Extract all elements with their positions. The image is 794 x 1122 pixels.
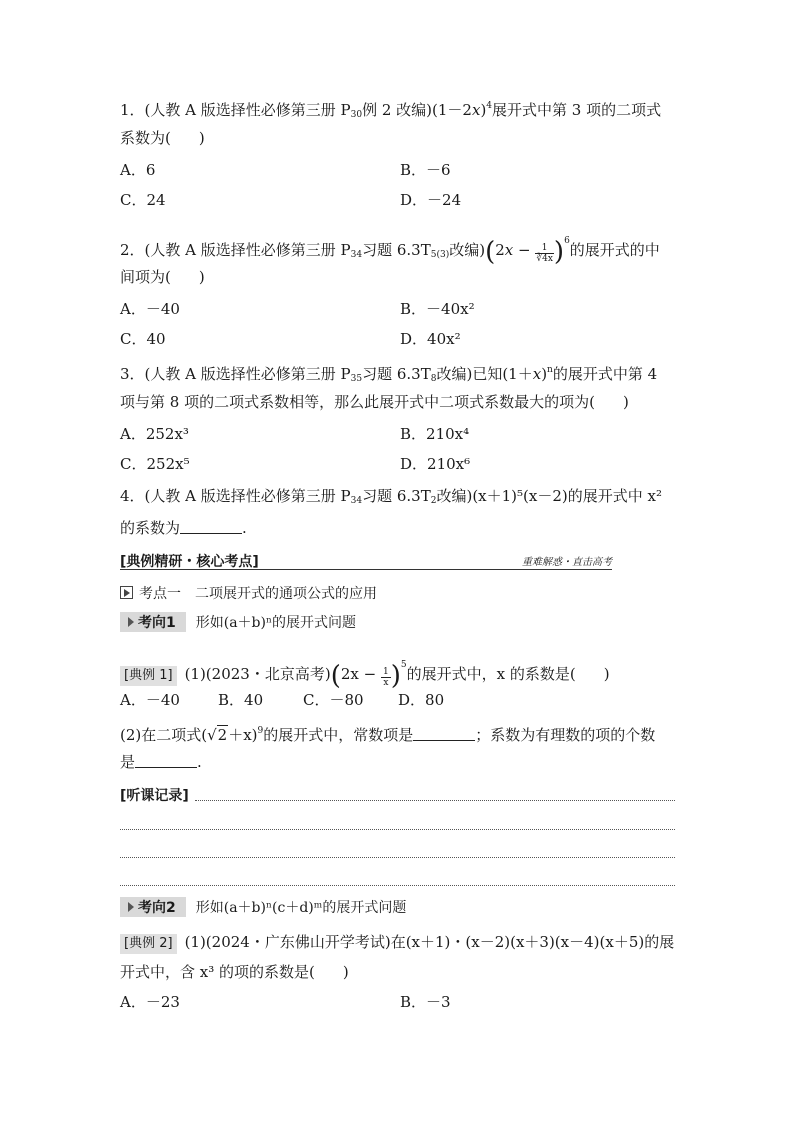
example-1-blank-2[interactable] xyxy=(135,753,197,768)
example-2-tag: [典例 2] xyxy=(120,934,177,954)
notes-label-row xyxy=(120,785,189,806)
q3-option-c[interactable]: C．252x⁵ xyxy=(120,455,190,473)
notes-line-2[interactable] xyxy=(120,829,675,830)
q1-mid: 例 2 改编)(1－2 xyxy=(362,101,472,119)
q1-stem-line2 xyxy=(120,128,205,148)
q4-ex-sub: 2 xyxy=(430,496,437,506)
q4-end: . xyxy=(242,519,247,537)
q2-mid2: 改编) xyxy=(449,241,486,259)
q2-option-b[interactable]: B．－40x² xyxy=(400,300,475,318)
q1-option-a[interactable]: A．6 xyxy=(120,161,156,179)
q1-page-sub: 30 xyxy=(350,110,363,120)
example-1-part2-end: . xyxy=(197,753,202,771)
q4-page-sub: 34 xyxy=(350,496,363,506)
example-1-part2-line1: (2)在二项式$(√2+x)^9$的展开式中，常数项是 ；系数为有理数的项的个数 xyxy=(120,726,656,744)
example-1-option-a[interactable]: A．－40 xyxy=(120,691,180,709)
example-1-option-d[interactable]: D．80 xyxy=(398,691,445,709)
q3-option-b[interactable]: B．210x⁴ xyxy=(400,425,470,443)
q1-line2: 系数为( xyxy=(120,129,171,147)
q3-page-sub: 35 xyxy=(350,374,363,384)
example-1-tag: [典例 1] xyxy=(120,666,177,686)
q3-close: ) xyxy=(622,393,629,411)
q2-expr-a: 2 xyxy=(495,241,505,259)
kaoxiang-2 xyxy=(120,897,406,917)
example-1-part2-mid: ＋x) xyxy=(228,726,258,744)
example-1-exp: 5 xyxy=(400,660,407,670)
q2-option-d[interactable]: D．40x² xyxy=(400,330,461,348)
example-2-line1 xyxy=(120,932,674,954)
example-1-part2-exp: 9 xyxy=(257,726,264,736)
notes-label: [听课记录] xyxy=(120,788,189,804)
q4-stem-line2 xyxy=(120,518,247,538)
q4-stem-line1 xyxy=(120,486,662,511)
q4-source: 4．(人教 A 版选择性必修第三册 P xyxy=(120,487,351,505)
q1-close: ) xyxy=(198,129,205,147)
example-1-part2-pre: (2)在二项式( xyxy=(120,726,208,744)
section-title: [典例精研・核心考点] xyxy=(120,554,259,570)
q4-line2: 的系数为 xyxy=(120,519,181,537)
q3-option-a[interactable]: A．252x³ xyxy=(120,425,189,443)
q2-stem-line1: 2．(人教 A 版选择性必修第三册 $P_{34}$习题 $6.3T_{5(3)}$改编)(2x − $\frac{1}{∛4x}$ )$^6$的展开式的中 xyxy=(120,236,660,267)
q3-line2: 项与第 8 项的二项式系数相等，那么此展开式中二项式系数最大的项为( xyxy=(120,393,595,411)
notes-line-1[interactable] xyxy=(195,800,675,801)
q2-line2: 间项为( xyxy=(120,268,171,286)
q3-ex-sub: 8 xyxy=(430,374,437,384)
example-1-tail: 的展开式中，x 的系数是( xyxy=(406,665,576,683)
q2-frac-num: 1 xyxy=(535,243,554,254)
q2-page-sub: 34 xyxy=(350,250,363,260)
q2-tail: 的展开式的中 xyxy=(569,241,660,259)
example-1-frac-den: x xyxy=(383,678,389,688)
q3-stem-line2 xyxy=(120,392,629,412)
q1-option-c[interactable]: C．24 xyxy=(120,191,166,209)
q3-source: 3．(人教 A 版选择性必修第三册 P xyxy=(120,365,351,383)
q2-frac-den: ∛4x xyxy=(536,254,553,264)
q1-var: x xyxy=(471,101,481,119)
q2-expr-minus: − xyxy=(513,241,536,259)
example-1-sqrt: 2 xyxy=(217,726,228,744)
play-box-icon xyxy=(120,586,133,599)
q1-tail: 展开式中第 3 项的二项式 xyxy=(492,101,662,119)
kaoxiang-1 xyxy=(120,612,356,632)
q2-close: ) xyxy=(198,268,205,286)
q4-answer-blank[interactable] xyxy=(180,519,242,534)
kaoxiang-2-title: 形如(a＋b)ⁿ(c＋d)ᵐ的展开式问题 xyxy=(195,900,407,916)
q2-fraction xyxy=(535,243,554,264)
example-2-line2 xyxy=(120,962,349,982)
section-header xyxy=(120,551,612,570)
example-1-part2-mid2: 的展开式中，常数项是 xyxy=(263,726,414,744)
q2-ex-sub: 5(3) xyxy=(430,250,450,260)
q3-mid: 习题 6.3T xyxy=(362,365,431,383)
kaodian-1 xyxy=(120,583,377,603)
example-2-line2-text: 开式中，含 x³ 的项的系数是( xyxy=(120,963,315,981)
example-2-close: ) xyxy=(342,963,349,981)
q4-tail: 改编)(x＋1)⁵(x－2)的展开式中 x² xyxy=(436,487,662,505)
q2-source: 2．(人教 A 版选择性必修第三册 P xyxy=(120,241,351,259)
q1-exp: 4 xyxy=(486,101,493,111)
example-1-blank-1[interactable] xyxy=(413,726,475,741)
example-1-part2-line2: 是 xyxy=(120,753,136,771)
example-1-option-c[interactable]: C．－80 xyxy=(303,691,364,709)
example-2-option-a[interactable]: A．－23 xyxy=(120,993,180,1011)
notes-line-4[interactable] xyxy=(120,885,675,886)
notes-line-3[interactable] xyxy=(120,857,675,858)
q1-post: ) xyxy=(480,101,487,119)
example-1-part2-tail: ；系数为有理数的项的个数 xyxy=(475,726,656,744)
q2-exp: 6 xyxy=(564,236,570,246)
q2-mid: 习题 6.3T xyxy=(362,241,431,259)
example-1-close: ) xyxy=(603,665,610,683)
q4-mid: 习题 6.3T xyxy=(362,487,431,505)
q1-option-d[interactable]: D．－24 xyxy=(400,191,462,209)
q2-expr-var: x xyxy=(504,241,514,259)
kaoxiang-1-tag: 考向1 xyxy=(120,612,186,632)
q2-stem-line2 xyxy=(120,267,205,287)
example-2-option-b[interactable]: B．－3 xyxy=(400,993,451,1011)
q2-option-a[interactable]: A．－40 xyxy=(120,300,180,318)
example-2-line1-text: (1)(2024・广东佛山开学考试)在(x＋1)・(x－2)(x＋3)(x－4)(x＋5)的展 xyxy=(184,933,675,951)
example-1-part1: [典例 1] (1)(2023・北京高考)(2x − $\frac{1}{x}$ )$^5$的展开式中，x 的系数是( ) xyxy=(120,655,610,688)
kaodian-1-title: 考点一 二项展开式的通项公式的应用 xyxy=(139,586,377,602)
q1-source: 1．(人教 A 版选择性必修第三册 P xyxy=(120,101,351,119)
kaoxiang-1-title: 形如(a＋b)ⁿ的展开式问题 xyxy=(195,615,357,631)
example-1-expr-a: 2x xyxy=(340,665,359,683)
example-1-part2-line2 xyxy=(120,752,202,772)
section-right-label: 重难解惑・直击高考 xyxy=(522,557,612,568)
example-1-option-b[interactable]: B．40 xyxy=(218,691,264,709)
kaoxiang-2-tag: 考向2 xyxy=(120,897,186,917)
q2-option-c[interactable]: C．40 xyxy=(120,330,166,348)
q1-option-b[interactable]: B．－6 xyxy=(400,161,451,179)
example-1-fraction xyxy=(381,667,391,688)
q3-stem-line1: 3．(人教 A 版选择性必修第三册 $P_{35}$习题 $6.3T_8$改编)已知$(1+x)^n$的展开式中第 4 xyxy=(120,365,658,384)
q3-mid2: 改编)已知(1＋ xyxy=(436,365,533,383)
example-1-frac-num: 1 xyxy=(382,667,389,677)
example-1-source: (1)(2023・北京高考) xyxy=(184,665,331,683)
q3-option-d[interactable]: D．210x⁶ xyxy=(400,455,471,473)
q3-exp: n xyxy=(547,365,553,375)
q3-var: x xyxy=(532,365,542,383)
q3-tail: 的展开式中第 4 xyxy=(552,365,658,383)
q1-stem-line1 xyxy=(120,96,661,125)
